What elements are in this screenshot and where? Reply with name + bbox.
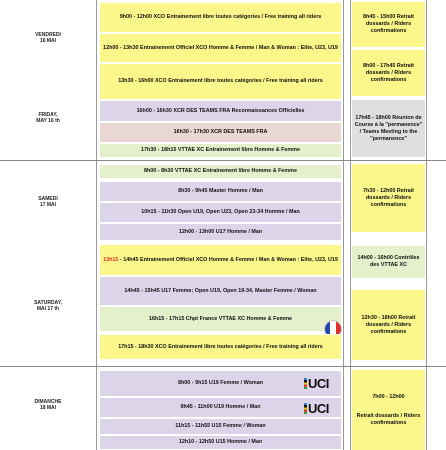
day-label-saturday-fr: SAMEDI 17 MAI — [38, 196, 58, 208]
side-note: 7h00 - 12h00 Retrait dossards / Riders confirmations — [352, 370, 425, 450]
day-separator — [0, 366, 446, 367]
side-note: 8h00 - 17h45 Retrait dossards / Riders confirmations — [352, 50, 425, 96]
day-label-sunday-fr: DIMANCHE 18 MAI — [34, 399, 62, 411]
day-label-saturday-en: SATURDAY, MAI 17 th — [34, 300, 62, 312]
schedule-slot: 10h15 - 11h30 Open U19, Open U23, Open 23-34 Homme / Man — [99, 202, 342, 223]
side-note: 17h45 - 18h00 Réunion de Course à la "permanence" / Teams Meeting to the "permanence" — [352, 100, 425, 157]
schedule-slot: 13h15 - 14h45 Entrainement Officiel XCO Homme & Femme / Man & Woman : Elite, U23, U19 — [99, 244, 342, 276]
column-divider — [426, 0, 427, 450]
side-note: 14h00 - 16h00 Contrôles des VTTAE XC — [352, 246, 425, 278]
schedule-slot: 13h30 - 16h00 XCO Entrainement libre toutes catégories / Free training all riders — [99, 63, 342, 100]
side-note: 8h45 - 15h00 Retrait dossards / Riders confirmations — [352, 2, 425, 47]
schedule-slot: 16h15 - 17h15 Chpt France VTTAE XC Homme & Femme — [99, 306, 342, 332]
schedule-slot: 14h45 - 15h45 U17 Femme; Open U19, Open 19-34, Master Femme / Woman — [99, 276, 342, 306]
side-note: 7h30 - 12h00 Retrait dossards / Riders confirmations — [352, 164, 425, 232]
schedule-slot: 9h45 - 11h00 U19 Homme / Man — [99, 397, 342, 418]
day-label-friday-fr: VENDREDI 16 MAI — [35, 32, 61, 44]
highlighted-time: 13h15 — [103, 256, 119, 263]
schedule-slot: 16h00 - 16h30 XCR DES TEAMS FRA Reconnaissances Officielles — [99, 100, 342, 122]
schedule-slot: 12h00 - 13h00 U17 Homme / Man — [99, 223, 342, 241]
uci-logo: UCI — [304, 376, 329, 391]
schedule-slot: 8h00 - 8h30 VTTAE XC Entrainement libre Homme & Femme — [99, 164, 342, 179]
schedule-slot: 12h10 - 12h50 U15 Homme / Man — [99, 435, 342, 450]
schedule-slot: 11h15 - 11h55 U15 Femme / Woman — [99, 418, 342, 435]
column-divider — [350, 0, 351, 450]
schedule-slot: 16h30 - 17h30 XCR DES TEAMS FRA — [99, 122, 342, 143]
schedule-slot: 17h15 - 18h30 XCO Entrainement libre toutes catégories / Free training all riders — [99, 334, 342, 360]
schedule-slot: 12h00 - 13h30 Entrainement Officiel XCO Homme & Femme / Man & Woman : Elite, U23, U19 — [99, 33, 342, 63]
schedule-slot: 8h00 - 9h15 U19 Femme / Woman — [99, 370, 342, 397]
schedule-slot: 8h30 - 9h45 Master Homme / Man — [99, 181, 342, 202]
side-note: 12h30 - 18h00 Retrait dossards / Riders confirmations — [352, 290, 425, 360]
uci-logo: UCI — [304, 401, 329, 416]
schedule-slot: 17h30 - 18h15 VTTAE XC Entrainement libre Homme & Femme — [99, 143, 342, 158]
schedule-slot: 9h00 - 12h00 XCO Entrainement libre toutes catégories / Free training all riders — [99, 2, 342, 33]
column-divider — [343, 0, 344, 450]
day-separator — [0, 160, 446, 161]
day-label-friday-en: FRIDAY, MAY 16 th — [36, 112, 60, 124]
column-divider — [96, 0, 97, 450]
